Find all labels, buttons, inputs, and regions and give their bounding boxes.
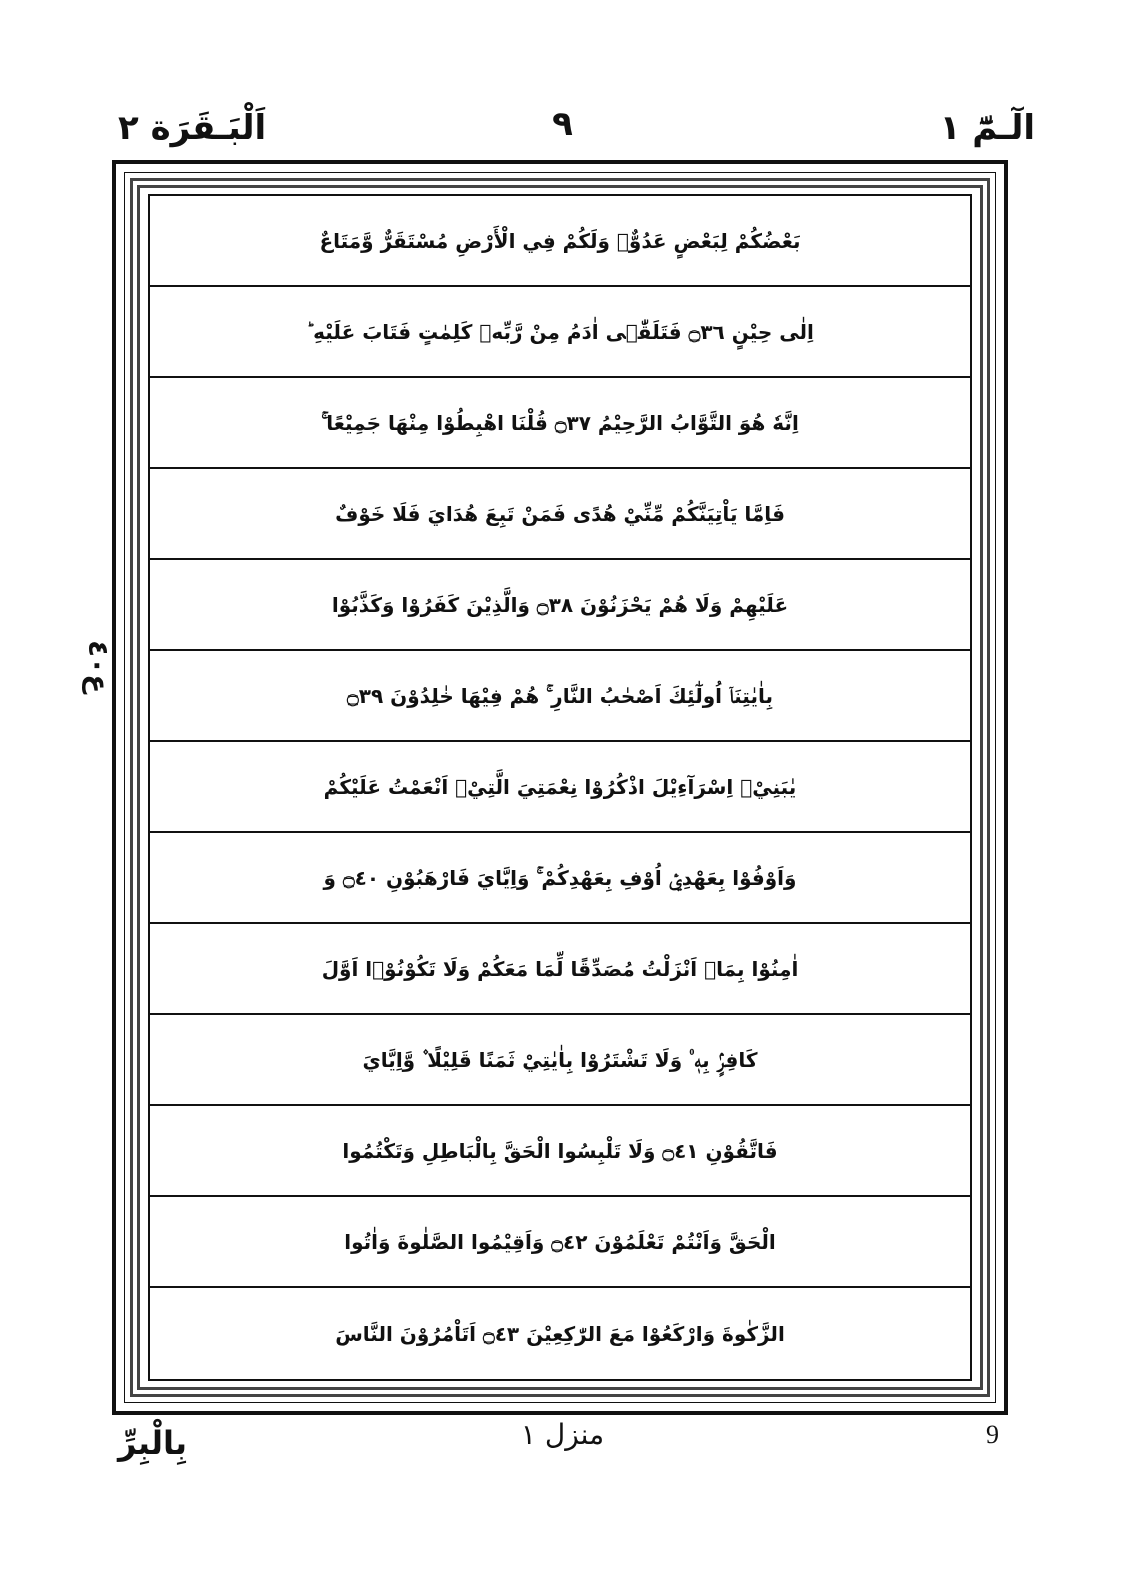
verse-line-6: بِاٰيٰتِنَاۤ اُولٰٓئِكَ اَصْحٰبُ النَّارِ ۚ هُمْ فِيْهَا خٰلِدُوْنَ ۝٣٩ <box>150 651 970 742</box>
ruku-margin-note: ع٤٠ <box>82 640 115 694</box>
next-para-word: بِالْبِرِّ <box>118 1424 188 1462</box>
verse-line-3: اِنَّهٗ هُوَ التَّوَّابُ الرَّحِيْمُ ۝٣٧ قُلْنَا اهْبِطُوْا مِنْهَا جَمِيْعًا ۚ <box>150 378 970 469</box>
verse-line-1: بَعْضُكُمْ لِبَعْضٍ عَدُوٌّۚ وَلَكُمْ فِي الْأَرْضِ مُسْتَقَرٌّ وَّمَتَاعٌ <box>150 196 970 287</box>
verse-line-5: عَلَيْهِمْ وَلَا هُمْ يَحْزَنُوْنَ ۝٣٨ وَالَّذِيْنَ كَفَرُوْا وَكَذَّبُوْا <box>150 560 970 651</box>
verse-line-7: يٰبَنِيْۤ اِسْرَآءِيْلَ اذْكُرُوْا نِعْمَتِيَ الَّتِيْۤ اَنْعَمْتُ عَلَيْكُمْ <box>150 742 970 833</box>
page-number-arabic: ٩ <box>552 104 573 144</box>
verse-line-11: فَاتَّقُوْنِ ۝٤١ وَلَا تَلْبِسُوا الْحَقَّ بِالْبَاطِلِ وَتَكْتُمُوا <box>150 1106 970 1197</box>
verse-line-4: فَاِمَّا يَاْتِيَنَّكُمْ مِّنِّيْ هُدًى فَمَنْ تَبِعَ هُدَايَ فَلَا خَوْفٌ <box>150 469 970 560</box>
manzil-label: منزل ١ <box>520 1418 605 1451</box>
verse-line-2: اِلٰى حِيْنٍ ۝٣٦ فَتَلَقّٰۤى اٰدَمُ مِنْ رَّبِّهٖ كَلِمٰتٍ فَتَابَ عَلَيْهِ ؕ <box>150 287 970 378</box>
verse-line-9: اٰمِنُوْا بِمَاۤ اَنْزَلْتُ مُصَدِّقًا لِّمَا مَعَكُمْ وَلَا تَكُوْنُوْۤا اَوَّلَ <box>150 924 970 1015</box>
verse-line-10: كَافِرٍۢ بِهٖ ۠ وَلَا تَشْتَرُوْا بِاٰيٰتِيْ ثَمَنًا قَلِيْلًا ۫ وَّاِيَّايَ <box>150 1015 970 1106</box>
verse-text-area <box>148 194 972 1381</box>
para-name: الٓـمّٓ ١ <box>939 108 1035 148</box>
page-number: 9 <box>986 1420 999 1449</box>
verse-line-8: وَاَوْفُوْا بِعَهْدِيْۤ اُوْفِ بِعَهْدِكُمْ ۚ وَاِيَّايَ فَارْهَبُوْنِ ۝٤٠ وَ <box>150 833 970 924</box>
verse-line-13: الزَّكٰوةَ وَارْكَعُوْا مَعَ الرّٰكِعِيْنَ ۝٤٣ اَتَاْمُرُوْنَ النَّاسَ <box>335 1321 785 1346</box>
verse-line-12: الْحَقَّ وَاَنْتُمْ تَعْلَمُوْنَ ۝٤٢ وَاَقِيْمُوا الصَّلٰوةَ وَاٰتُوا <box>150 1197 970 1288</box>
surah-name: اَلْبَـقَرَة ٢ <box>118 108 267 148</box>
